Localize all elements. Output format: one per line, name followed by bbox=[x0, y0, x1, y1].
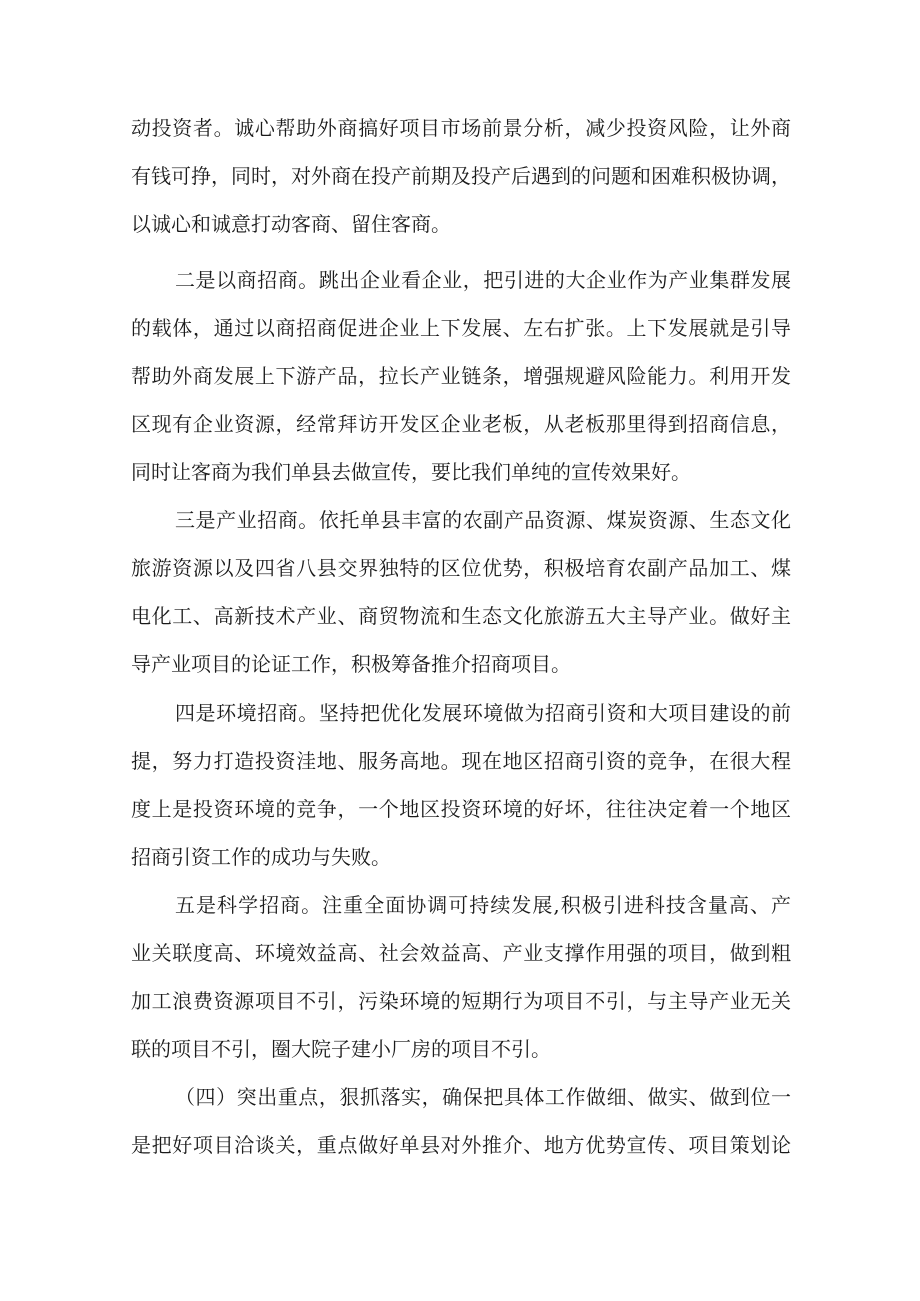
paragraph-investor-service bbox=[131, 104, 791, 248]
text-line: 四是环境招商。坚持把优化发展环境做为招商引资和大项目建设的前 bbox=[175, 701, 791, 725]
text-line: 导产业项目的论证工作，积极筹备推介招商项目。 bbox=[131, 652, 571, 676]
text-line: 联的项目不引，圈大院子建小厂房的项目不引。 bbox=[131, 1037, 551, 1061]
text-line: 有钱可挣，同时，对外商在投产前期及投产后遇到的问题和困难积极协调， bbox=[131, 164, 791, 188]
text-line: 二是以商招商。跳出企业看企业，把引进的大企业作为产业集群发展 bbox=[175, 268, 791, 292]
text-line: 区现有企业资源，经常拜访开发区企业老板，从老板那里得到招商信息， bbox=[131, 412, 791, 436]
paragraph-environment-attraction bbox=[131, 689, 791, 881]
text-line: 招商引资工作的成功与失败。 bbox=[131, 845, 391, 869]
text-line: 动投资者。诚心帮助外商搞好项目市场前景分析，减少投资风险，让外商 bbox=[131, 116, 791, 140]
text-line: 帮助外商发展上下游产品，拉长产业链条，增强规避风险能力。利用开发 bbox=[131, 364, 791, 388]
paragraph-key-points bbox=[131, 1073, 791, 1169]
text-line: （四）突出重点，狠抓落实，确保把具体工作做细、做实、做到位一 bbox=[175, 1085, 791, 1109]
text-line: 旅游资源以及四省八县交界独特的区位优势，积极培育农副产品加工、煤 bbox=[131, 556, 791, 580]
text-line: 加工浪费资源项目不引，污染环境的短期行为项目不引，与主导产业无关 bbox=[131, 989, 791, 1013]
text-line: 是把好项目洽谈关，重点做好单县对外推介、地方优势宣传、项目策划论 bbox=[131, 1133, 791, 1157]
text-line: 度上是投资环境的竞争，一个地区投资环境的好坏，往往决定着一个地区 bbox=[131, 797, 791, 821]
text-line: 电化工、高新技术产业、商贸物流和生态文化旅游五大主导产业。做好主 bbox=[131, 604, 791, 628]
paragraph-industry-attraction bbox=[131, 496, 791, 688]
paragraph-business-attraction bbox=[131, 256, 791, 496]
text-line: 提，努力打造投资洼地、服务高地。现在地区招商引资的竞争，在很大程 bbox=[131, 749, 791, 773]
text-line: 业关联度高、环境效益高、社会效益高、产业支撑作用强的项目，做到粗 bbox=[131, 941, 791, 965]
text-line: 三是产业招商。依托单县丰富的农副产品资源、煤炭资源、生态文化 bbox=[175, 508, 791, 532]
paragraph-scientific-attraction bbox=[131, 881, 791, 1073]
text-line: 同时让客商为我们单县去做宣传，要比我们单纯的宣传效果好。 bbox=[131, 460, 691, 484]
text-line: 以诚心和诚意打动客商、留住客商。 bbox=[131, 212, 451, 236]
text-line: 的载体，通过以商招商促进企业上下发展、左右扩张。上下发展就是引导 bbox=[131, 316, 791, 340]
text-line: 五是科学招商。注重全面协调可持续发展,积极引进科技含量高、产 bbox=[175, 893, 791, 917]
